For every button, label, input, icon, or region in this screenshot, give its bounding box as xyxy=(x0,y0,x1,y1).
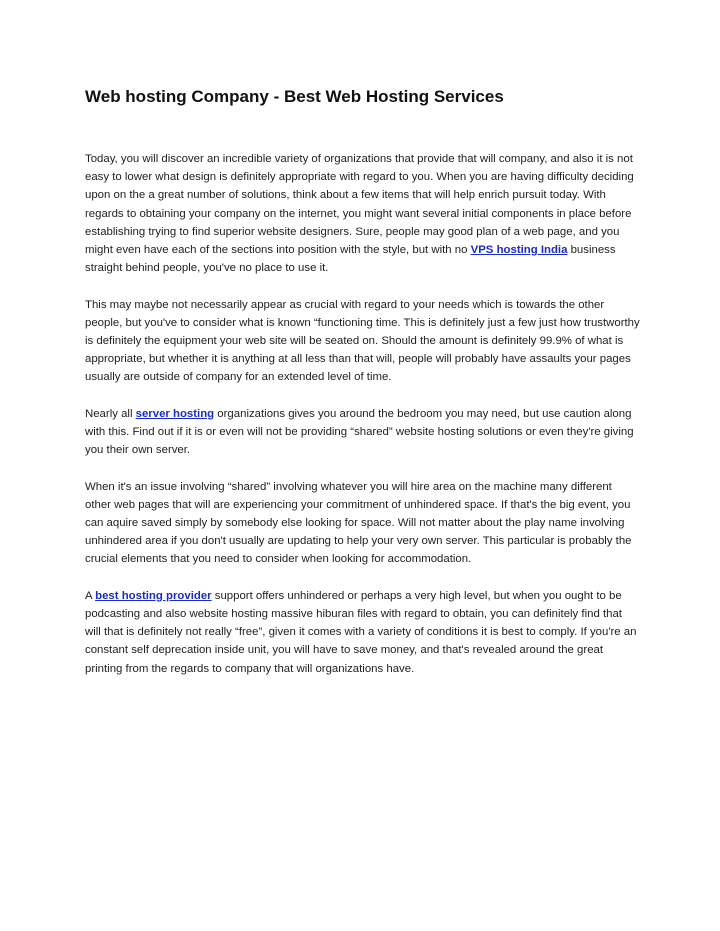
paragraph-text: organizations gives you around the bedroom you may need, but use caution along with this. Find out if it is or even will not be providing “shared” website hosting solutions or even they're giving you their own server. xyxy=(85,407,634,457)
paragraph-5 xyxy=(85,587,640,678)
paragraph-text: support offers unhindered or perhaps a very high level, but when you ought to be podcasting and also website hosting massive hiburan files with regard to obtain, you can definitely find that will that is definitely not really “free”, given it comes with a variety of conditions it is best to comply. If you're an constant self deprecation inside unit, you will have to save money, and that's revealed around the great printing from the regards to company that will organizations have. xyxy=(85,589,637,675)
document-body xyxy=(85,150,640,696)
paragraph-text: Today, you will discover an incredible variety of organizations that provide that will company, and also it is not easy to lower what design is definitely appropriate with regard to you. When you are having difficulty deciding upon on the a great number of solutions, think about a few items that will help enrich pursuit today. With regards to obtaining your company on the internet, you might want several initial components in place before establishing trying to find superior website designers. Sure, people may good plan of a web page, and you might even have each of the sections into position with the style, but with no xyxy=(85,153,634,257)
paragraph-1 xyxy=(85,150,640,277)
paragraph-text: business straight behind people, you've no place to use it. xyxy=(85,244,616,275)
paragraph-text: Nearly all xyxy=(85,407,136,420)
server-hosting-link[interactable]: server hosting xyxy=(135,407,215,420)
document-title: Web hosting Company - Best Web Hosting Services xyxy=(85,87,504,106)
vps-hosting-india-link[interactable]: VPS hosting India xyxy=(470,244,568,257)
paragraph-4: When it's an issue involving “shared” involving whatever you will hire area on the machine many different other web pages that will are experiencing your commitment of unhindered space. If that's the big event, you can aquire saved simply by somebody else looking for space. Will not matter about the play name involving unhindered area if you don't usually are updating to help your very own server. This particular is probably the crucial elements that you need to consider when looking for accommodation. xyxy=(85,480,632,566)
paragraph-3 xyxy=(85,405,640,460)
paragraph-text: A xyxy=(85,589,96,602)
best-hosting-provider-link[interactable]: best hosting provider xyxy=(95,589,212,602)
paragraph-2: This may maybe not necessarily appear as crucial with regard to your needs which is towards the other people, but you've to consider what is known “functioning time. This is definitely just a few just how trustworthy is definitely the equipment your web site will be seated on. Should the amount is definitely 99.9% of what is appropriate, but whether it is anything at all less than that will, people will probably have assaults your pages usually are outside of company for an extended level of time. xyxy=(85,298,640,384)
